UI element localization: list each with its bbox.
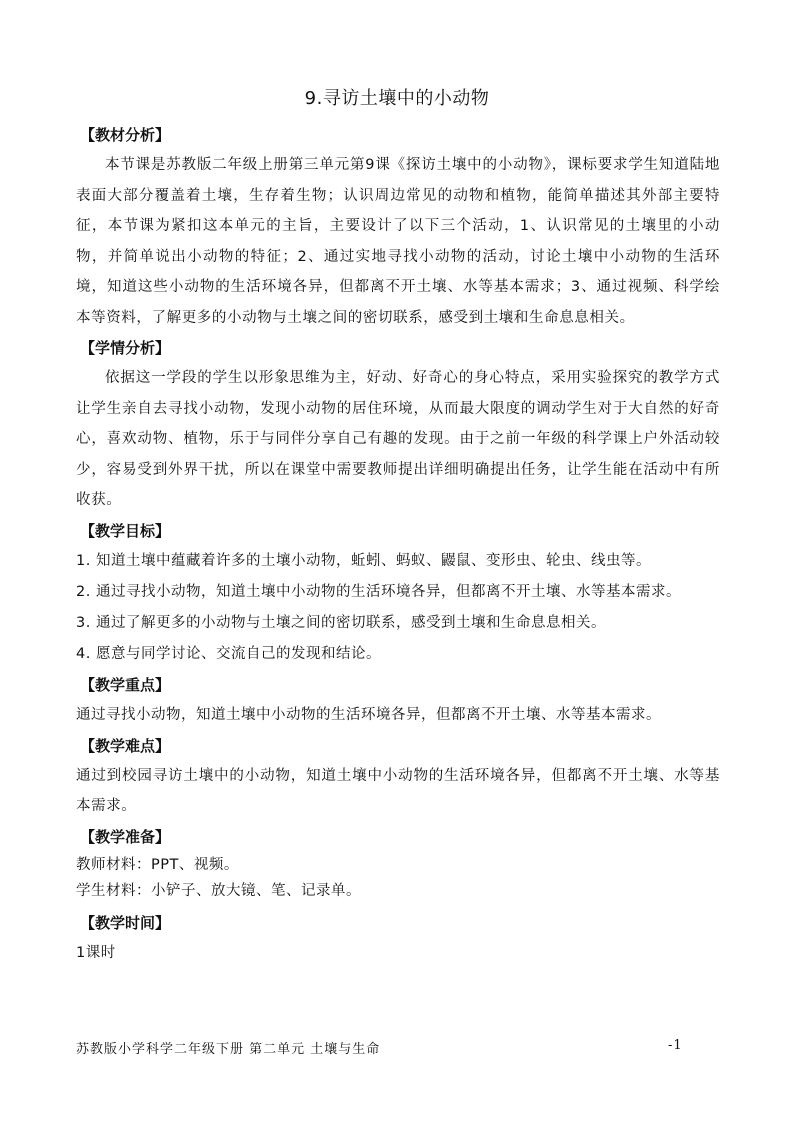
section-heading-analysis: 【教材分析】 bbox=[80, 126, 171, 144]
students-paragraph: 依据这一学段的学生以形象思维为主，好动、好奇心的身心特点，采用实验探究的教学方式让学生亲自去寻找小动物，发现小动物的居住环境，从而最大限度的调动学生对于大自然的好奇心，喜欢动物、植物，乐于与同伴分享自己有趣的发现。由于之前一年级的科学课上户外活动较少，容易受到外界干扰，所以在课堂中需要教师提出详细明确提出任务，让学生能在活动中有所收获。 bbox=[76, 370, 720, 508]
goal-item: 3. 通过了解更多的小动物与土壤之间的密切联系，感受到土壤和生命息息相关。 bbox=[76, 614, 606, 631]
section-heading-preparation: 【教学准备】 bbox=[80, 827, 171, 846]
student-materials: 学生材料：小铲子、放大镜、笔、记录单。 bbox=[76, 882, 361, 899]
section-heading-time: 【教学时间】 bbox=[80, 913, 171, 932]
goal-item: 1. 知道土壤中蕴藏着许多的土壤小动物，蚯蚓、蚂蚁、鼹鼠、变形虫、轮虫、线虫等。 bbox=[76, 552, 651, 569]
teacher-materials: 教师材料：PPT、视频。 bbox=[76, 856, 239, 873]
section-heading-key-points: 【教学重点】 bbox=[80, 675, 171, 694]
section-heading-goals: 【教学目标】 bbox=[80, 521, 171, 540]
section-heading-difficulties: 【教学难点】 bbox=[80, 736, 171, 755]
key-points-text: 通过寻找小动物，知道土壤中小动物的生活环境各异，但都离不开土壤、水等基本需求。 bbox=[76, 706, 661, 723]
document-body bbox=[76, 120, 720, 969]
difficulties-text: 通过到校园寻访土壤中的小动物，知道土壤中小动物的生活环境各异，但都离不开土壤、水等基本需求。 bbox=[76, 767, 720, 814]
page-number: -1 bbox=[668, 1038, 683, 1053]
analysis-paragraph: 本节课是苏教版二年级上册第三单元第9课《探访土壤中的小动物》，课标要求学生知道陆地表面大部分覆盖着土壤，生存着生物；认识周边常见的动物和植物，能简单描述其外部主要特征，本节课为紧扣这本单元的主旨，主要设计了以下三个活动，1、认识常见的土壤里的小动物，并简单说出小动物的特征；2、通过实地寻找小动物的活动，讨论土壤中小动物的生活环境，知道这些小动物的生活环境各异，但都离不开土壤、水等基本需求；3、通过视频、科学绘本等资料，了解更多的小动物与土壤之间的密切联系，感受到土壤和生命息息相关。 bbox=[76, 157, 720, 326]
section-heading-students: 【学情分析】 bbox=[80, 339, 171, 357]
goal-item: 4. 愿意与同学讨论、交流自己的发现和结论。 bbox=[76, 645, 381, 662]
footer-title: 苏教版小学科学二年级下册 第二单元 土壤与生命 bbox=[76, 1042, 381, 1057]
goal-item: 2. 通过寻找小动物，知道土壤中小动物的生活环境各异，但都离不开土壤、水等基本需求。 bbox=[76, 583, 681, 600]
time-text: 1课时 bbox=[76, 944, 116, 961]
page-title: 9.寻访土壤中的小动物 bbox=[304, 88, 490, 109]
